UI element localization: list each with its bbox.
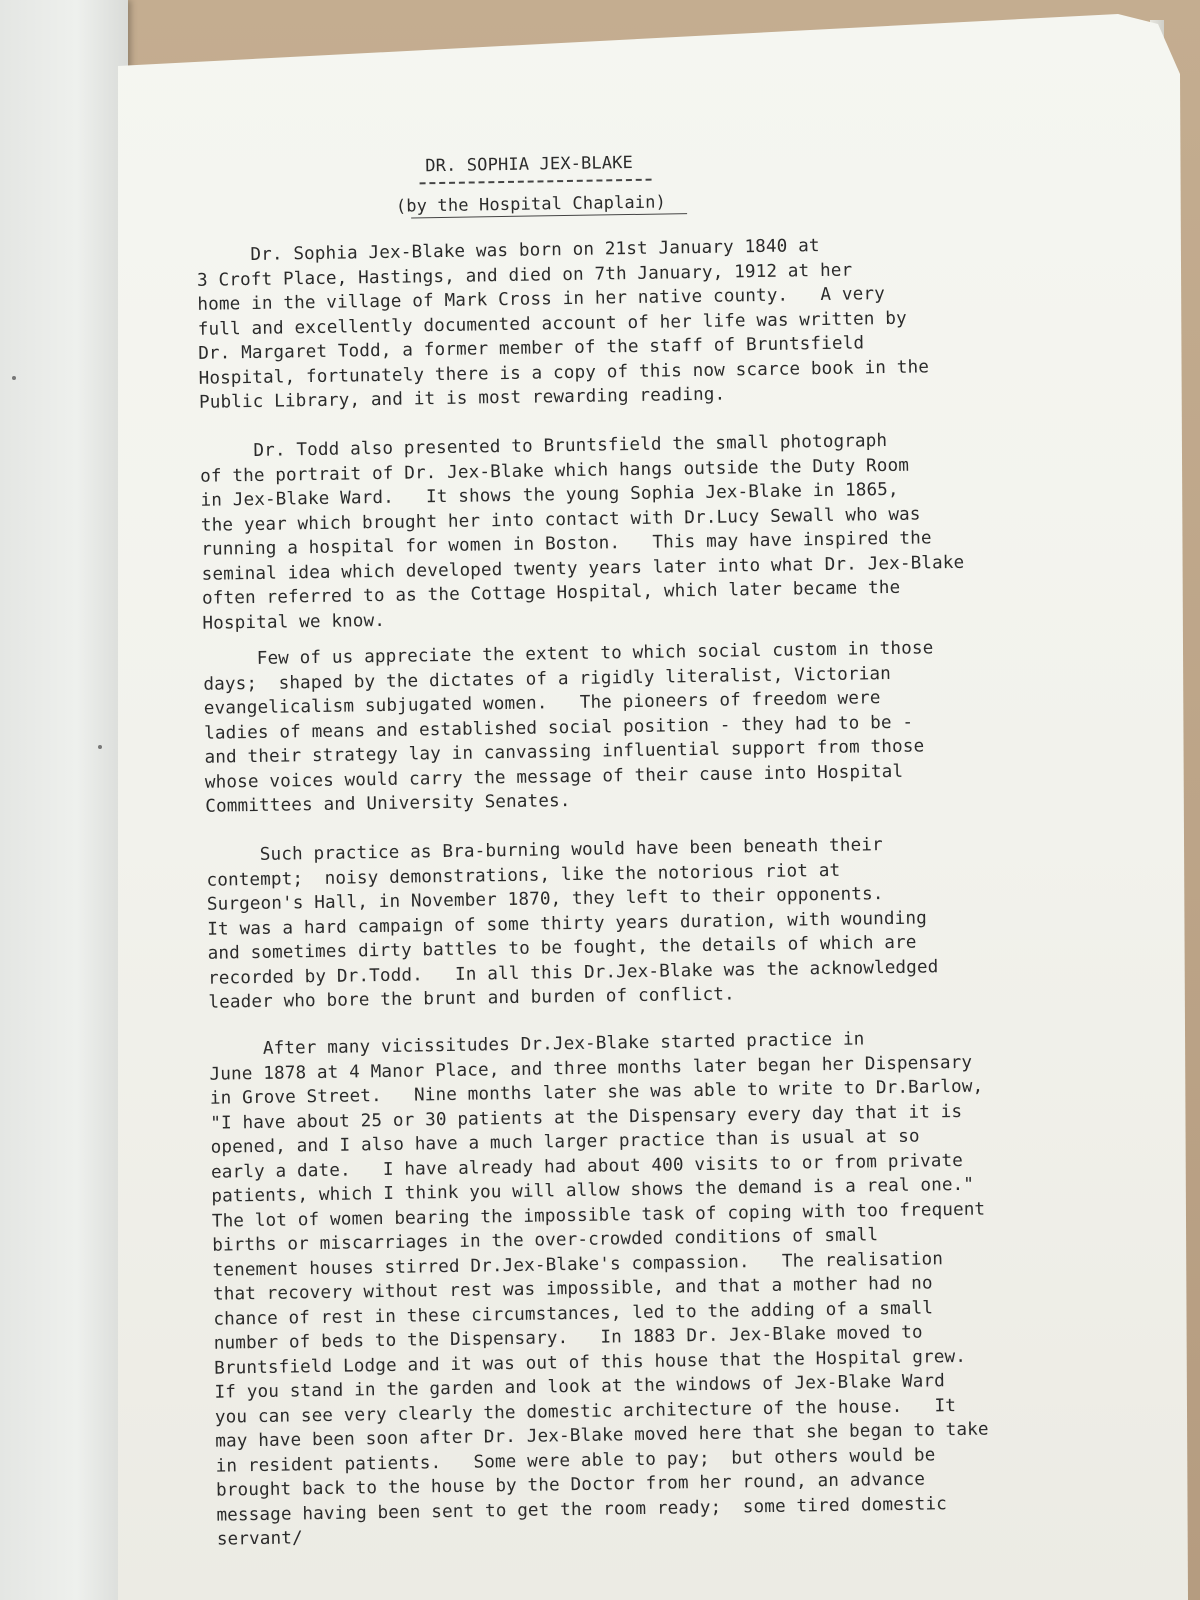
text-line: and sometimes dirty battles to be fought, the details of which are bbox=[207, 932, 917, 964]
text-line: Public Library, and it is most rewarding reading. bbox=[198, 384, 726, 413]
text-line: of the portrait of Dr. Jex-Blake which hangs outside the Duty Room bbox=[200, 455, 910, 487]
paper-speck bbox=[98, 745, 102, 749]
text-line: in Jex-Blake Ward. It shows the young Sophia Jex-Blake in 1865, bbox=[200, 479, 899, 511]
text-line: June 1878 at 4 Manor Place, and three months later began her Dispensary bbox=[209, 1052, 973, 1085]
paragraph bbox=[209, 1024, 1117, 1553]
text-line: Bruntsfield Lodge and it was out of this house that the Hospital grew. bbox=[214, 1346, 967, 1379]
text-line: Surgeon's Hall, in November 1870, they left to their opponents. bbox=[206, 884, 884, 915]
text-line: "I have about 25 or 30 patients at the Dispensary every day that it is bbox=[210, 1101, 963, 1134]
title-dashed-rule bbox=[420, 179, 652, 185]
text-line: Dr. Todd also presented to Bruntsfield the small photograph bbox=[199, 431, 888, 462]
text-line: evangelicalism subjugated women. The pioneers of freedom were bbox=[203, 688, 881, 719]
text-line: patients, which I think you will allow shows the demand is a real one." bbox=[211, 1174, 975, 1207]
text-line: that recovery without rest was impossible, and that a mother had no bbox=[212, 1273, 933, 1305]
text-line: in Grove Street. Nine months later she was able to write to Dr.Barlow, bbox=[209, 1076, 984, 1109]
text-line: message having been sent to get the room ready; some tired domestic bbox=[216, 1493, 948, 1526]
text-line: Dr. Margaret Todd, a former member of the staff of Bruntsfield bbox=[198, 333, 865, 364]
text-line: whose voices would carry the message of their cause into Hospital bbox=[204, 761, 904, 793]
left-page bbox=[0, 0, 128, 1600]
text-line: If you stand in the garden and look at the windows of Jex-Blake Ward bbox=[214, 1371, 946, 1403]
text-line: number of beds to the Dispensary. In 1883 Dr. Jex-Blake moved to bbox=[213, 1322, 923, 1354]
text-line: running a hospital for women in Boston. This may have inspired the bbox=[201, 528, 932, 560]
text-line: recorded by Dr.Todd. In all this Dr.Jex-Blake was the acknowledged bbox=[207, 956, 939, 989]
text-line: often referred to as the Cottage Hospital, which later became the bbox=[201, 577, 901, 609]
document-subtitle: (by the Hospital Chaplain) bbox=[395, 192, 667, 217]
text-line: leader who bore the brunt and burden of conflict. bbox=[208, 984, 735, 1013]
text-line: in resident patients. Some were able to pay; but others would be bbox=[215, 1444, 936, 1477]
paragraph bbox=[206, 830, 1109, 1016]
paper-speck bbox=[12, 376, 16, 380]
text-line: Hospital we know. bbox=[202, 610, 386, 634]
text-line: may have been soon after Dr. Jex-Blake moved here that she began to take bbox=[215, 1419, 989, 1452]
paragraph bbox=[200, 426, 1103, 636]
text-line: Such practice as Bra-burning would have been beneath their bbox=[205, 835, 883, 866]
text-line: brought back to the house by the Doctor from her round, an advance bbox=[215, 1469, 926, 1501]
text-line: contempt; noisy demonstrations, like the notorious riot at bbox=[206, 860, 841, 891]
text-line: home in the village of Mark Cross in her native county. A very bbox=[197, 284, 886, 315]
text-line: ladies of means and established social position - they had to be - bbox=[204, 712, 914, 744]
paragraph bbox=[203, 634, 1106, 820]
paragraph bbox=[197, 230, 1100, 416]
text-line: After many vicissitudes Dr.Jex-Blake started practice in bbox=[209, 1029, 865, 1060]
text-line: The lot of women bearing the impossible task of coping with too frequent bbox=[211, 1199, 986, 1232]
text-line: you can see very clearly the domestic architecture of the house. It bbox=[214, 1395, 957, 1428]
typed-text-area bbox=[185, 134, 1108, 1588]
text-line: opened, and I also have a much larger practice than is usual at so bbox=[210, 1126, 920, 1158]
text-line: Committees and University Senates. bbox=[205, 791, 571, 817]
text-line: early a date. I have already had about 400 visits to or from private bbox=[210, 1150, 964, 1183]
text-line: full and excellently documented account of her life was written by bbox=[197, 308, 907, 340]
text-line: Few of us appreciate the extent to which social custom in those bbox=[202, 638, 934, 670]
text-line: births or miscarriages in the over-crowded conditions of small bbox=[212, 1225, 879, 1256]
text-line: the year which brought her into contact with Dr.Lucy Sewall who was bbox=[200, 503, 921, 536]
text-line: 3 Croft Place, Hastings, and died on 7th January, 1912 at her bbox=[196, 260, 853, 291]
text-line: It was a hard campaign of some thirty years duration, with wounding bbox=[207, 907, 928, 940]
text-line: chance of rest in these circumstances, led to the adding of a small bbox=[213, 1297, 934, 1330]
document-title: DR. SOPHIA JEX-BLAKE bbox=[425, 152, 634, 177]
text-line: Hospital, fortunately there is a copy of this now scarce book in the bbox=[198, 356, 930, 389]
text-line: tenement houses stirred Dr.Jex-Blake's compassion. The realisation bbox=[212, 1248, 944, 1281]
text-line: Dr. Sophia Jex-Blake was born on 21st January 1840 at bbox=[196, 236, 820, 266]
text-line: days; shaped by the dictates of a rigidly literalist, Victorian bbox=[203, 663, 892, 695]
text-line: servant/ bbox=[216, 1528, 303, 1550]
text-line: and their strategy lay in canvassing influential support from those bbox=[204, 736, 925, 768]
text-line: seminal idea which developed twenty years later into what Dr. Jex-Blake bbox=[201, 552, 965, 585]
